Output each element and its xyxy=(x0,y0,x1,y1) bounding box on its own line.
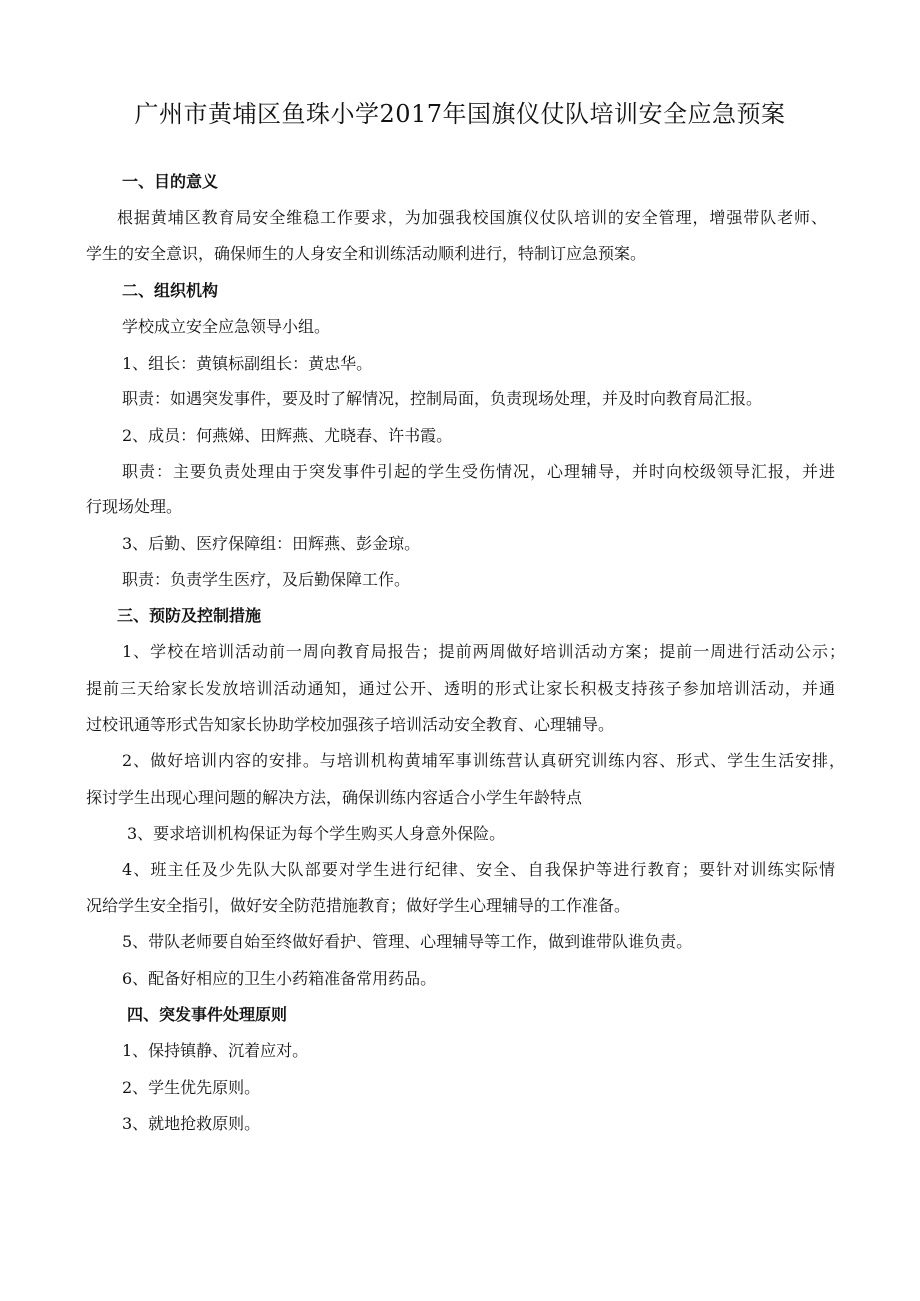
paragraph-line: 提前三天给家长发放培训活动通知，通过公开、透明的形式让家长积极支持孩子参加培训活动，并通 xyxy=(86,679,835,698)
paragraph-line: 3、要求培训机构保证为每个学生购买人身意外保险。 xyxy=(127,824,506,843)
paragraph-line: 6、配备好相应的卫生小药箱准备常用药品。 xyxy=(122,969,437,988)
paragraph-line: 学校成立安全应急领导小组。 xyxy=(122,317,331,336)
section-heading-organization: 二、组织机构 xyxy=(122,281,219,300)
paragraph-line: 1、学校在培训活动前一周向教育局报告；提前两周做好培训活动方案；提前一周进行活动公示； xyxy=(122,642,845,661)
paragraph-line: 过校讯通等形式告知家长协助学校加强孩子培训活动安全教育、心理辅导。 xyxy=(86,715,615,734)
section-heading-purpose: 一、目的意义 xyxy=(122,172,219,191)
paragraph-line: 况给学生安全指引，做好安全防范措施教育；做好学生心理辅导的工作准备。 xyxy=(86,896,631,915)
section-heading-prevention: 三、预防及控制措施 xyxy=(117,606,262,625)
document-title: 广州市黄埔区鱼珠小学2017年国旗仪仗队培训安全应急预案 xyxy=(134,100,786,128)
paragraph-line: 职责：主要负责处理由于突发事件引起的学生受伤情况，心理辅导，并时向校级领导汇报，并进 xyxy=(122,462,835,481)
paragraph-line: 行现场处理。 xyxy=(86,497,183,516)
section-heading-principles: 四、突发事件处理原则 xyxy=(127,1005,288,1024)
paragraph-line: 根据黄埔区教育局安全维稳工作要求，为加强我校国旗仪仗队培训的安全管理，增强带队老师、 xyxy=(117,208,827,227)
paragraph-line: 2、成员：何燕娣、田辉燕、尤晓春、许书霞。 xyxy=(122,426,453,445)
paragraph-line: 4、班主任及少先队大队部要对学生进行纪律、安全、自我保护等进行教育；要针对训练实际情 xyxy=(122,860,835,879)
paragraph-line: 职责：负责学生医疗，及后勤保障工作。 xyxy=(122,570,411,589)
paragraph-line: 5、带队老师要自始至终做好看护、管理、心理辅导等工作，做到谁带队谁负责。 xyxy=(122,932,693,951)
paragraph-line: 1、组长：黄镇标副组长：黄忠华。 xyxy=(122,354,373,373)
paragraph-line: 2、学生优先原则。 xyxy=(122,1078,261,1097)
paragraph-line: 1、保持镇静、沉着应对。 xyxy=(122,1041,309,1060)
paragraph-line: 2、做好培训内容的安排。与培训机构黄埔军事训练营认真研究训练内容、形式、学生生活安排， xyxy=(122,751,845,770)
paragraph-line: 3、就地抢救原则。 xyxy=(122,1114,261,1133)
paragraph-line: 学生的安全意识，确保师生的人身安全和训练活动顺利进行，特制订应急预案。 xyxy=(86,244,647,263)
paragraph-line: 3、后勤、医疗保障组：田辉燕、彭金琼。 xyxy=(122,534,421,553)
paragraph-line: 探讨学生出现心理问题的解决方法，确保训练内容适合小学生年龄特点 xyxy=(86,788,583,807)
paragraph-line: 职责：如遇突发事件，要及时了解情况，控制局面，负责现场处理，并及时向教育局汇报。 xyxy=(122,389,763,408)
